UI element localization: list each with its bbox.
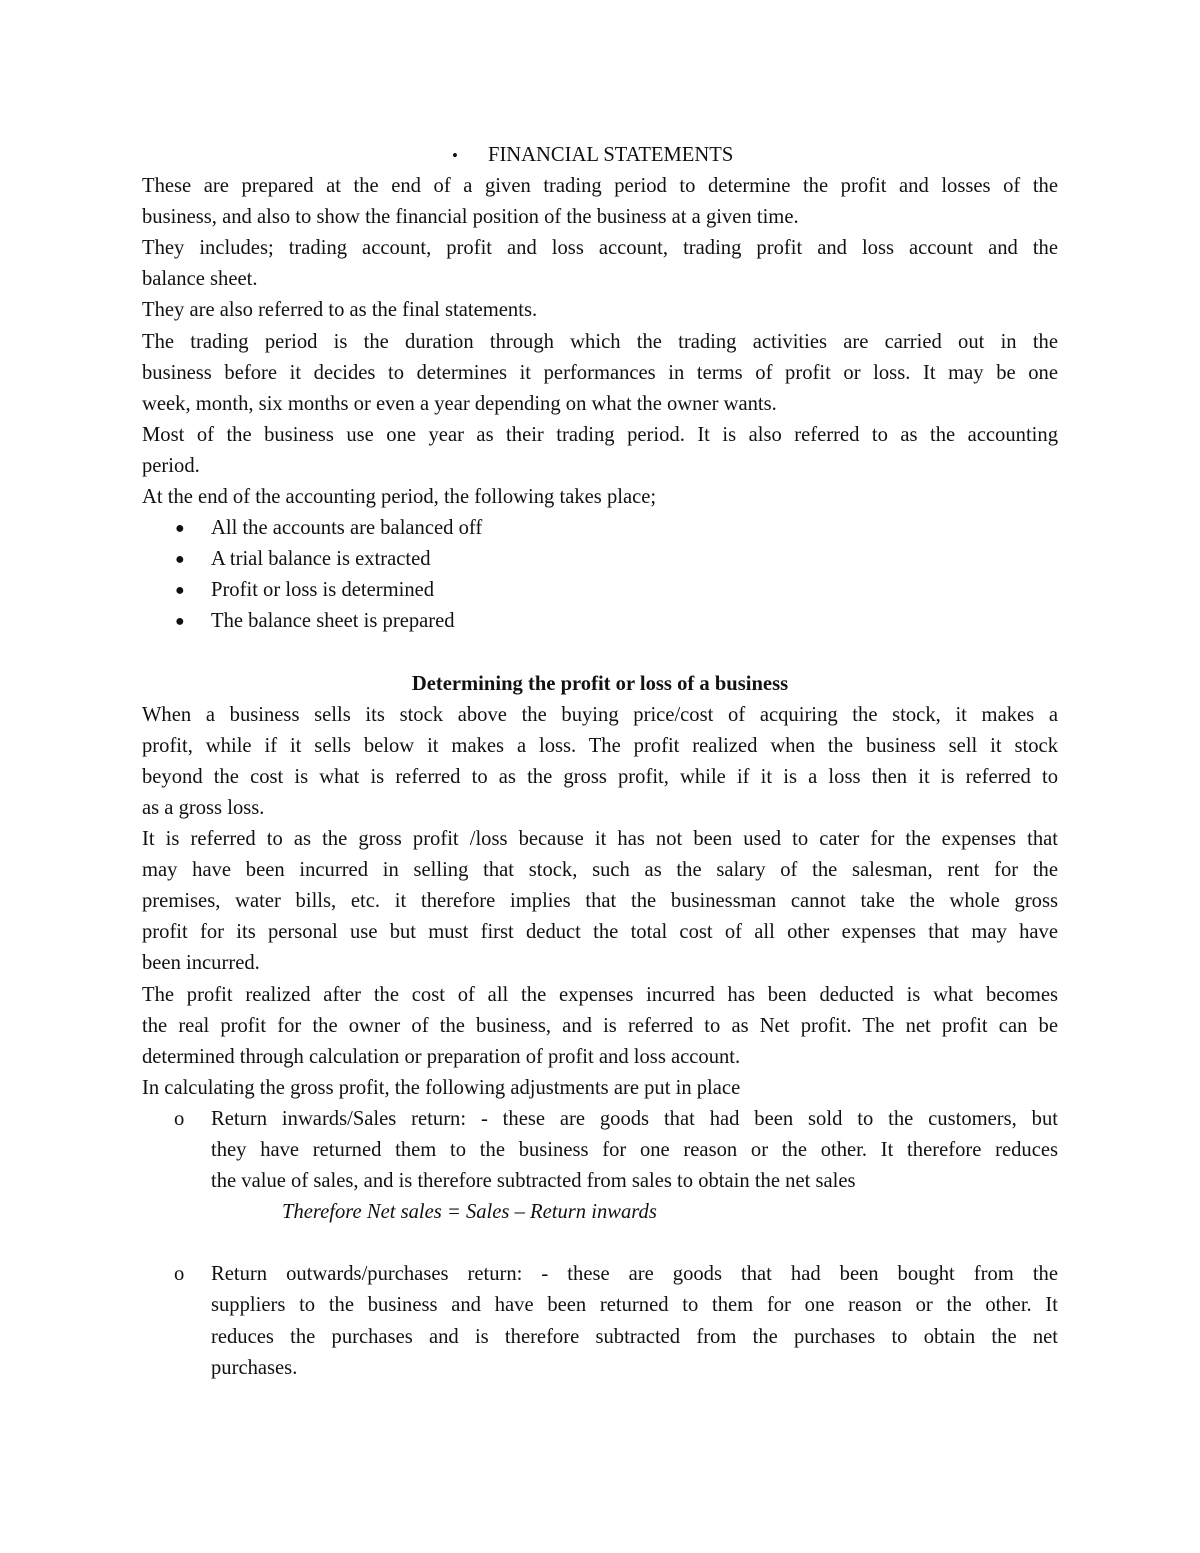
list-item xyxy=(142,606,1058,637)
text-line: It is referred to as the gross profit /loss because it has not been used to cater for the expenses that xyxy=(142,828,1058,851)
text-line: reduces the purchases and is therefore subtracted from the purchases to obtain the net xyxy=(211,1325,1058,1348)
list-item-text: The balance sheet is prepared xyxy=(211,610,455,633)
blank-line xyxy=(142,1228,1058,1259)
intro-paragraph-1 xyxy=(142,171,1058,233)
list-item xyxy=(142,544,1058,575)
text-line: been incurred. xyxy=(142,952,260,975)
text-line: They are also referred to as the final statements. xyxy=(142,299,538,322)
text-line: determined through calculation or preparation of profit and loss account. xyxy=(142,1045,741,1068)
bullet-icon: ● xyxy=(175,582,185,600)
text-line: balance sheet. xyxy=(142,268,258,291)
intro-paragraph-3 xyxy=(142,295,1058,326)
section-paragraph-1 xyxy=(142,700,1058,824)
text-line: the value of sales, and is therefore subtracted from sales to obtain the net sales xyxy=(211,1170,856,1193)
text-line: At the end of the accounting period, the following takes place; xyxy=(142,486,657,509)
text-line: Return inwards/Sales return: - these are goods that had been sold to the customers, but xyxy=(211,1107,1058,1130)
section-paragraph-2 xyxy=(142,824,1058,979)
text-line: business before it decides to determines it performances in terms of profit or loss. It may be one xyxy=(142,361,1058,384)
text-line: suppliers to the business and have been returned to them for one reason or the other. It xyxy=(211,1294,1058,1317)
section-paragraph-4 xyxy=(142,1073,1058,1104)
end-of-period-list xyxy=(142,513,1058,637)
bullet-icon: ● xyxy=(175,613,185,631)
text-line: They includes; trading account, profit and loss account, trading profit and loss account and the xyxy=(142,237,1058,260)
text-line: purchases. xyxy=(211,1356,298,1379)
text-line: The trading period is the duration through which the trading activities are carried out in the xyxy=(142,330,1058,353)
circle-bullet-icon: o xyxy=(174,1263,185,1286)
list-item-text: All the accounts are balanced off xyxy=(211,517,483,540)
adjustment-item-return-outwards xyxy=(142,1259,1058,1383)
text-line: as a gross loss. xyxy=(142,796,265,819)
text-line: These are prepared at the end of a given trading period to determine the profit and losses of the xyxy=(142,175,1058,198)
circle-bullet-icon: o xyxy=(174,1107,185,1130)
text-line: profit, while if it sells below it makes a loss. The profit realized when the business sell it stock xyxy=(142,734,1058,757)
bullet-icon: ● xyxy=(175,520,185,538)
bullet-icon: • xyxy=(452,146,458,165)
text-line: the real profit for the owner of the business, and is referred to as Net profit. The net profit can be xyxy=(142,1014,1058,1037)
text-line: Return outwards/purchases return: - these are goods that had been bought from the xyxy=(211,1263,1058,1286)
text-line: beyond the cost is what is referred to as the gross profit, while if it is a loss then it is referred to xyxy=(142,765,1058,788)
list-item-text: Profit or loss is determined xyxy=(211,579,435,602)
section-heading xyxy=(142,140,1058,171)
list-item xyxy=(142,575,1058,606)
intro-paragraph-2 xyxy=(142,233,1058,295)
net-sales-formula: Therefore Net sales = Sales – Return inwards xyxy=(282,1201,657,1224)
text-line: may have been incurred in selling that stock, such as the salary of the salesman, rent for the xyxy=(142,859,1058,882)
intro-paragraph-5 xyxy=(142,420,1058,482)
intro-paragraph-4 xyxy=(142,327,1058,420)
document-page xyxy=(142,140,1058,1384)
text-line: week, month, six months or even a year depending on what the owner wants. xyxy=(142,392,777,415)
subsection-heading: Determining the profit or loss of a business xyxy=(411,672,789,695)
text-line: period. xyxy=(142,454,200,477)
text-line: The profit realized after the cost of all the expenses incurred has been deducted is what becomes xyxy=(142,983,1058,1006)
list-item xyxy=(142,513,1058,544)
text-line: they have returned them to the business for one reason or the other. It therefore reduces xyxy=(211,1139,1058,1161)
text-line: business, and also to show the financial position of the business at a given time. xyxy=(142,206,799,229)
adjustment-item-return-inwards xyxy=(142,1104,1058,1197)
intro-paragraph-6 xyxy=(142,482,1058,513)
text-line: Most of the business use one year as their trading period. It is also referred to as the accounting xyxy=(142,423,1058,446)
text-line: When a business sells its stock above the buying price/cost of acquiring the stock, it makes a xyxy=(142,703,1058,726)
text-line: premises, water bills, etc. it therefore implies that the businessman cannot take the whole gross xyxy=(142,890,1058,913)
text-line: profit for its personal use but must first deduct the total cost of all other expenses that may have xyxy=(142,921,1058,944)
list-item-text: A trial balance is extracted xyxy=(211,548,431,571)
bullet-icon: ● xyxy=(175,551,185,569)
section-paragraph-3 xyxy=(142,980,1058,1073)
text-line: In calculating the gross profit, the following adjustments are put in place xyxy=(142,1076,741,1099)
page-title: FINANCIAL STATEMENTS xyxy=(488,144,734,166)
blank-line xyxy=(142,638,1058,669)
